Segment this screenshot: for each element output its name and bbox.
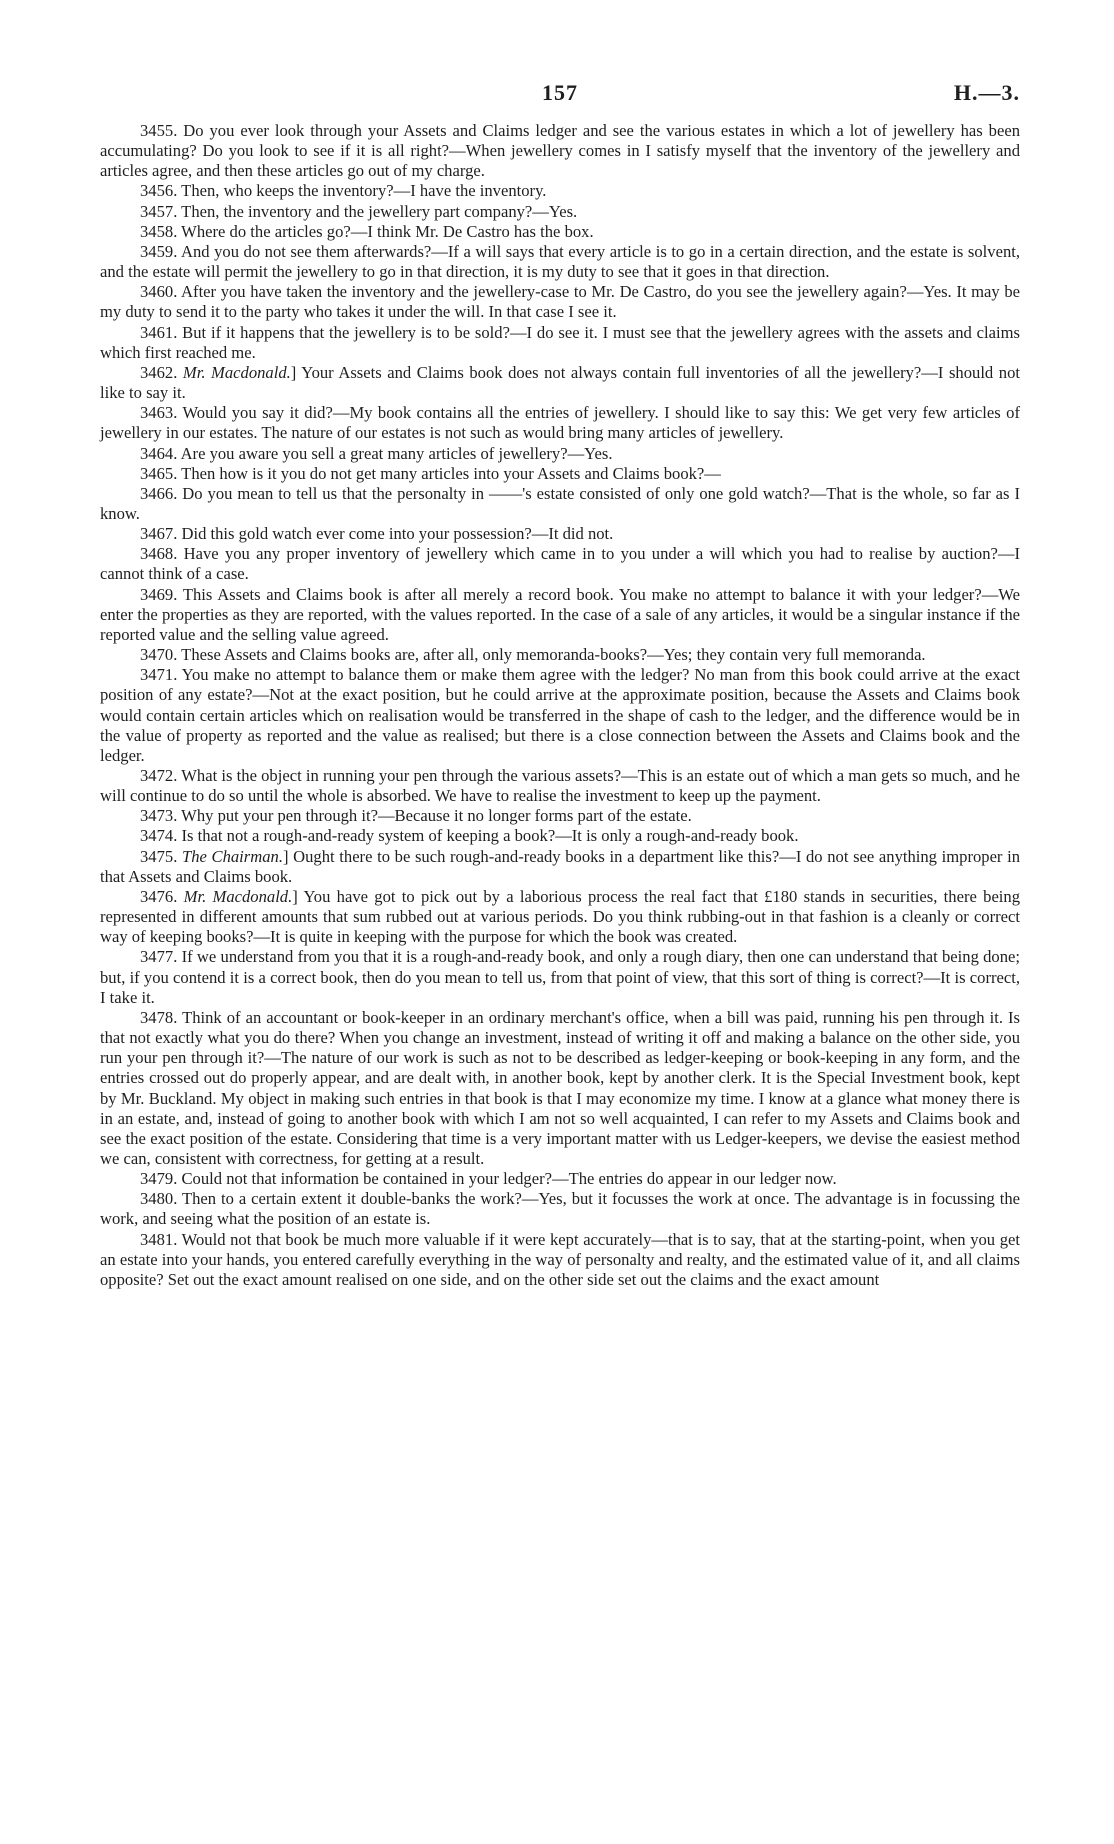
page-number: 157 [542,80,578,105]
paragraph-3459: 3459. And you do not see them afterwards?—If a will says that every article is to go in a certain direction, and the estate is solvent, and the estate will permit the jewellery to go in that direction, it is my duty to see that it goes in that direction. [100,241,1020,282]
paragraph-3477: 3477. If we understand from you that it is a rough-and-ready book, and only a rough diary, then one can understand that being done; but, if you contend it is a correct book, then do you mean to tell us, from that point of view, that this sort of thing is correct?—It is correct, I take it. [100,947,1020,1007]
speaker-name: Mr. Macdonald. [182,362,291,382]
paragraph-3469: 3469. This Assets and Claims book is after all merely a record book. You make no attempt to balance it with your ledger?—We enter the properties as they are reported, with the values reported. In the case of a sale of any articles, it would be a singular instance if the reported value and the selling value agreed. [100,584,1020,644]
paragraph-3455: 3455. Do you ever look through your Assets and Claims ledger and see the various estates in which a lot of jewellery has been accumulating? Do you look to see if it is all right?—When jewellery comes in I satisfy myself that the inventory of the jewellery and articles agree, and then these articles go out of my charge. [100,121,1020,181]
paragraph-3466: 3466. Do you mean to tell us that the personalty in ——'s estate consisted of only one gold watch?—That is the whole, so far as I know. [100,483,1020,523]
paragraph-3465: 3465. Then how is it you do not get many articles into your Assets and Claims book?— [140,463,721,483]
paragraph-3475: 3475. The Chairman.] Ought there to be such rough-and-ready books in a department like this?—I do not see anything improper in that Assets and Claims book. [100,846,1021,886]
paragraph-3460: 3460. After you have taken the inventory and the jewellery-case to Mr. De Castro, do you see the jewellery again?—Yes. It may be my duty to send it to the party who takes it under the will. In that case I see it. [100,282,1020,322]
evidence-text [100,121,1020,1290]
paragraph-3456: 3456. Then, who keeps the inventory?—I have the inventory. [140,181,547,201]
paragraph-3472: 3472. What is the object in running your pen through the various assets?—This is an estate out of which a man gets so much, and he will continue to do so until the whole is absorbed. We have to realise the investment to keep up the payment. [100,766,1020,806]
paragraph-3478: 3478. Think of an accountant or book-keeper in an ordinary merchant's office, when a bill was paid, running his pen through it. Is that not exactly what you do there? When you change an investment, instead of writing it off and making a balance on the other side, you run your pen through it?—The nature of our work is such as not to be described as ledger-keeping or book-keeping in any form, and the entries crossed out do properly appear, and are dealt with, in another book, kept by another clerk. It is the Special Investment book, kept by Mr. Buckland. My object in making such entries in that book is that I may economize my time. I know at a glance what money there is in an estate, and, instead of going to another book with which I am not so well acquainted, I can refer to my Assets and Claims book and see the exact position of the estate. Considering that time is a very important matter with us Ledger-keepers, we devise the easiest method we can, consistent with correctness, for getting at a result. [100,1007,1020,1168]
paragraph-3479: 3479. Could not that information be contained in your ledger?—The entries do appear in our ledger now. [140,1169,837,1189]
paragraph-3468: 3468. Have you any proper inventory of jewellery which came in to you under a will which you had to realise by auction?—I cannot think of a case. [100,544,1020,584]
document-reference: H.—3. [953,80,1020,105]
paragraph-3470: 3470. These Assets and Claims books are, after all, only memoranda-books?—Yes; they contain very full memoranda. [140,645,926,665]
paragraph-3458: 3458. Where do the articles go?—I think Mr. De Castro has the box. [140,221,594,241]
speaker-name: Mr. Macdonald. [183,886,293,906]
page-header [100,80,1020,110]
paragraph-3463: 3463. Would you say it did?—My book contains all the entries of jewellery. I should like to say this: We get very few articles of jewellery in our estates. The nature of our estates is not such as would bring many articles of jewellery. [100,403,1020,443]
paragraph-3473: 3473. Why put your pen through it?—Because it no longer forms part of the estate. [140,806,692,826]
paragraph-3464: 3464. Are you aware you sell a great many articles of jewellery?—Yes. [140,443,613,463]
paragraph-3476: 3476. Mr. Macdonald.] You have got to pick out by a laborious process the real fact that £180 stands in securities, there being represented in different amounts that sum rubbed out at various periods. Do you think rubbing-out in that fashion is a cleanly or correct way of keeping books?—It is quite in keeping with the purpose for which the book was created. [100,886,1021,947]
paragraph-3474: 3474. Is that not a rough-and-ready system of keeping a book?—It is only a rough-and-ready book. [140,826,799,846]
paragraph-3462: 3462. Mr. Macdonald.] Your Assets and Claims book does not always contain full inventories of all the jewellery?—I should not like to say it. [100,362,1020,403]
paragraph-3471: 3471. You make no attempt to balance them or make them agree with the ledger? No man from this book could arrive at the exact position of any estate?—Not at the exact position, but he could arrive at the approximate position, because the Assets and Claims book would contain certain articles which on realisation would be transferred in the shape of cash to the ledger, and the difference would be in the value of property as reported and the value as realised; but there is a close connection between the Assets and Claims book and the ledger. [100,665,1020,765]
paragraph-3467: 3467. Did this gold watch ever come into your possession?—It did not. [140,524,614,544]
paragraph-3480: 3480. Then to a certain extent it double-banks the work?—Yes, but it focusses the work at once. The advantage is in focussing the work, and seeing what the position of an estate is. [100,1189,1020,1229]
paragraph-3457: 3457. Then, the inventory and the jewellery part company?—Yes. [140,201,578,221]
paragraph-3481: 3481. Would not that book be much more valuable if it were kept accurately—that is to say, that at the starting-point, when you get an estate into your hands, you entered carefully everything in the way of personalty and realty, and the estimated value of it, and all claims opposite? Set out the exact amount realised on one side, and on the other side set out the claims and the exact amount [100,1229,1020,1289]
speaker-name: The Chairman. [181,846,283,866]
paragraph-3461: 3461. But if it happens that the jewellery is to be sold?—I do see it. I must see that the jewellery agrees with the assets and claims which first reached me. [100,322,1020,362]
